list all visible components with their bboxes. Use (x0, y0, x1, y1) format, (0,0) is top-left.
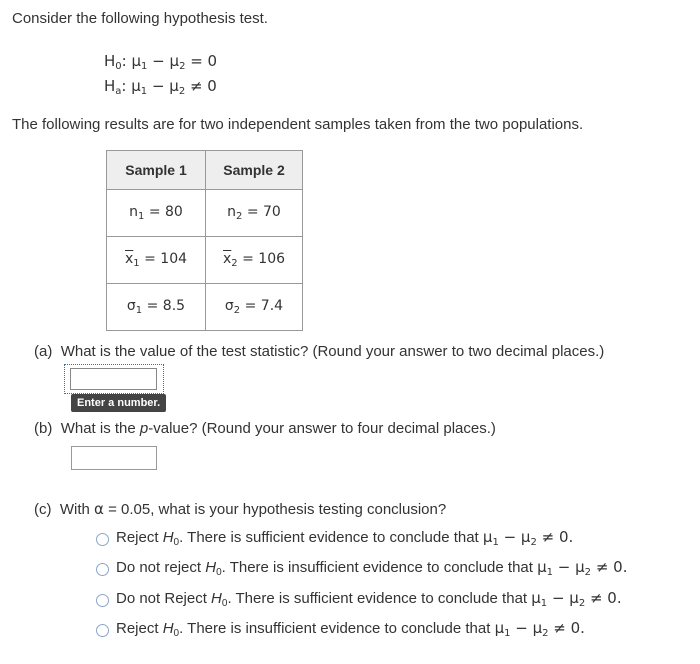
option-3-label[interactable] (116, 589, 622, 609)
mu: − μ (547, 589, 579, 607)
opt-text: . There is sufficient evidence to conclude that (227, 590, 532, 607)
sym: $\overline{x}$ (222, 251, 232, 267)
intro-text: Consider the following hypothesis test. (12, 10, 268, 27)
part-b-question (34, 420, 496, 437)
val: = 70 (242, 204, 281, 220)
cell-x1 (107, 237, 206, 284)
opt-text: . There is sufficient evidence to conclude that (179, 529, 483, 546)
option-3-radio[interactable] (96, 594, 109, 607)
option-1-radio[interactable] (96, 533, 109, 546)
sub: 1 (504, 628, 511, 639)
part-a-label: (a) (34, 343, 53, 360)
sub: 2 (236, 211, 243, 222)
samples-table (106, 150, 303, 331)
h-subscript: 0 (173, 537, 180, 548)
sub: 2 (578, 598, 586, 609)
null-hypothesis (104, 52, 217, 72)
sub: 2 (231, 258, 238, 269)
mu: μ (537, 558, 547, 576)
sub: 1 (492, 537, 499, 548)
option-4-radio[interactable] (96, 624, 109, 637)
sym: σ (224, 298, 234, 314)
table-row (107, 237, 303, 284)
hyp-sub: 2 (179, 61, 186, 72)
part-b-text: -value? (Round your answer to four decimal places.) (148, 420, 496, 437)
h-subscript: 0 (221, 598, 228, 609)
sub: 2 (542, 628, 549, 639)
mu: μ (531, 589, 541, 607)
h-subscript: 0 (115, 61, 122, 72)
h-subscript: 0 (173, 628, 180, 639)
enter-number-tooltip: Enter a number. (71, 394, 166, 412)
alpha-symbol: α (94, 500, 104, 518)
opt-end: ≠ 0. (591, 558, 628, 576)
opt-text: Do not Reject (116, 590, 212, 607)
opt-text: . There is insufficient evidence to conclude that (179, 620, 495, 637)
h-symbol: H (104, 77, 116, 95)
hyp-sub: 2 (178, 86, 186, 97)
cell-n1 (107, 190, 206, 237)
sym: n (227, 204, 237, 220)
val: = 80 (144, 204, 183, 220)
sym: $\overline{x}$ (124, 251, 134, 267)
part-a-text: What is the value of the test statistic? (Round your answer to two decimal places.) (60, 343, 605, 360)
hyp-sub: 1 (140, 86, 148, 97)
sub: 1 (546, 567, 554, 578)
val: = 8.5 (142, 298, 186, 314)
hyp-part: = 0 (185, 52, 218, 70)
opt-end: ≠ 0. (536, 528, 574, 546)
part-c-label: (c) (34, 501, 52, 518)
mu: − μ (498, 528, 531, 546)
option-2-label[interactable] (116, 558, 627, 578)
part-c-text: With (59, 501, 95, 518)
opt-end: ≠ 0. (585, 589, 622, 607)
sub: 1 (133, 258, 140, 269)
val: = 106 (237, 251, 286, 267)
hyp-part: − μ (147, 52, 180, 70)
opt-text: Do not reject (116, 559, 206, 576)
h-symbol: H (162, 529, 174, 546)
part-c-text: = 0.05, what is your hypothesis testing conclusion? (103, 501, 447, 518)
sub: 1 (138, 211, 145, 222)
h-symbol: H (205, 559, 217, 576)
table-header-row (107, 151, 303, 190)
p-value-input[interactable] (71, 446, 157, 470)
option-1-label[interactable] (116, 528, 573, 548)
sub: 1 (135, 305, 143, 316)
p-symbol: p (139, 420, 149, 437)
opt-text: Reject (116, 529, 163, 546)
part-c-question (34, 500, 446, 518)
test-statistic-input[interactable] (70, 368, 157, 390)
h-subscript: 0 (216, 567, 222, 578)
h-symbol: H (104, 52, 116, 70)
opt-text: . There is insufficient evidence to conclude that (221, 559, 538, 576)
sym: n (129, 204, 139, 220)
results-text: The following results are for two independent samples taken from the two populations. (12, 116, 584, 133)
option-4-label[interactable] (116, 619, 585, 639)
table-row (107, 284, 303, 331)
mu: − μ (510, 619, 543, 637)
cell-sigma1 (107, 284, 206, 331)
val: = 104 (139, 251, 188, 267)
hyp-part: : μ (121, 52, 142, 70)
opt-end: ≠ 0. (548, 619, 585, 637)
sub: 2 (233, 305, 241, 316)
val: = 7.4 (240, 298, 284, 314)
part-b-label: (b) (34, 420, 53, 437)
sub: 2 (584, 567, 592, 578)
cell-n2 (206, 190, 303, 237)
part-a-question (34, 343, 604, 360)
header-sample-2: Sample 2 (206, 151, 303, 190)
sub: 1 (540, 598, 548, 609)
h-subscript: a (115, 86, 122, 97)
cell-sigma2 (206, 284, 303, 331)
alternative-hypothesis (104, 77, 217, 97)
part-b-text: What is the (60, 420, 140, 437)
hyp-part: − μ (147, 77, 179, 95)
hyp-part: ≠ 0 (185, 77, 217, 95)
h-symbol: H (162, 620, 174, 637)
mu: μ (494, 619, 505, 637)
sub: 2 (530, 537, 537, 548)
mu: − μ (553, 558, 585, 576)
header-sample-1: Sample 1 (107, 151, 206, 190)
option-2-radio[interactable] (96, 563, 109, 576)
mu: μ (482, 528, 493, 546)
hyp-sub: 1 (141, 61, 148, 72)
cell-x2 (206, 237, 303, 284)
sym: σ (126, 298, 136, 314)
hyp-part: : μ (121, 77, 141, 95)
opt-text: Reject (116, 620, 163, 637)
table-row (107, 190, 303, 237)
h-symbol: H (211, 590, 222, 607)
